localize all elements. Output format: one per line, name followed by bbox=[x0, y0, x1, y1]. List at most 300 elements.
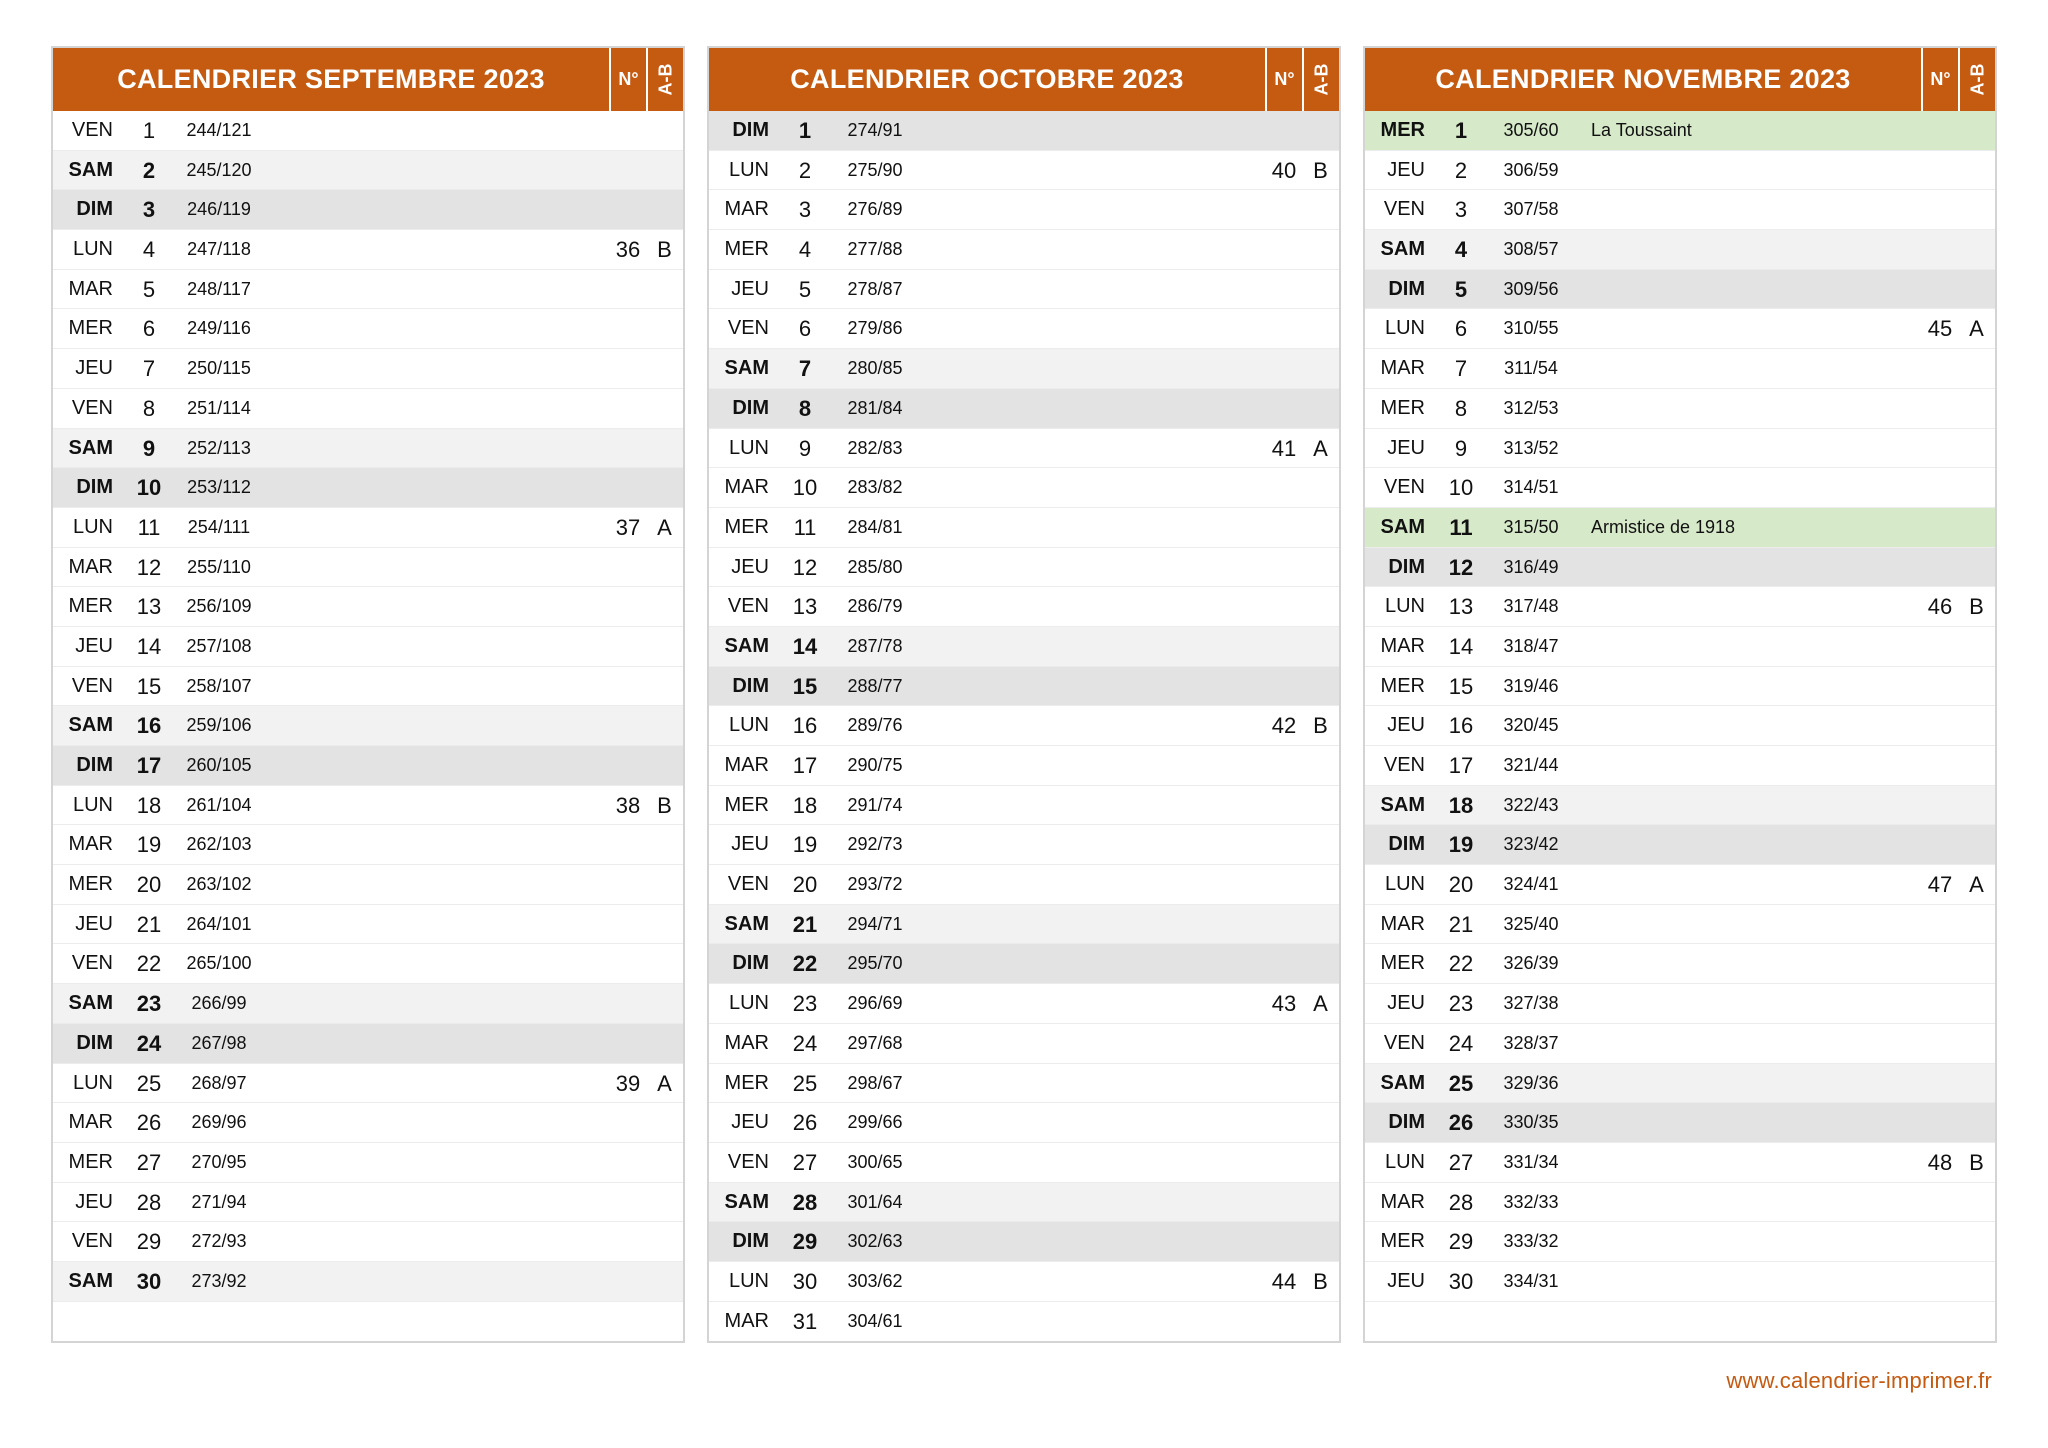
day-number: 1 bbox=[142, 118, 156, 143]
day-number: 14 bbox=[1448, 633, 1474, 659]
day-number: 22 bbox=[1448, 951, 1474, 977]
day-row bbox=[53, 429, 683, 469]
day-list bbox=[53, 111, 683, 1341]
day-name: MAR bbox=[724, 198, 769, 221]
day-name: SAM bbox=[724, 912, 769, 935]
day-name: SAM bbox=[724, 357, 769, 380]
day-name: MAR bbox=[68, 277, 113, 300]
day-name: DIM bbox=[732, 674, 769, 697]
day-of-year: 323/42 bbox=[1503, 834, 1559, 855]
day-number: 8 bbox=[142, 395, 156, 421]
day-of-year: 281/84 bbox=[847, 397, 903, 418]
day-row bbox=[709, 587, 1339, 627]
day-row bbox=[709, 786, 1339, 826]
day-number: 18 bbox=[792, 792, 818, 818]
day-name: MAR bbox=[68, 555, 113, 578]
day-of-year: 309/56 bbox=[1503, 278, 1559, 299]
day-name: DIM bbox=[76, 1031, 113, 1054]
day-of-year: 255/110 bbox=[187, 556, 251, 577]
day-name: MER bbox=[1380, 674, 1425, 697]
day-name: VEN bbox=[71, 119, 113, 141]
week-ab: A bbox=[1313, 991, 1328, 1017]
day-of-year: 249/116 bbox=[187, 318, 251, 339]
day-row bbox=[53, 270, 683, 310]
day-row bbox=[709, 548, 1339, 588]
day-of-year: 314/51 bbox=[1503, 477, 1559, 498]
day-name: SAM bbox=[1380, 515, 1425, 538]
day-of-year: 263/102 bbox=[186, 874, 252, 895]
day-row bbox=[53, 230, 683, 270]
day-of-year: 313/52 bbox=[1503, 437, 1559, 458]
day-row bbox=[53, 865, 683, 905]
day-row bbox=[1365, 548, 1995, 588]
day-of-year: 275/90 bbox=[847, 159, 903, 180]
day-of-year: 321/44 bbox=[1503, 755, 1559, 775]
day-number: 3 bbox=[142, 197, 156, 223]
day-of-year: 250/115 bbox=[187, 358, 251, 379]
empty-row bbox=[53, 1302, 683, 1342]
day-of-year: 298/67 bbox=[847, 1072, 903, 1093]
day-row bbox=[1365, 984, 1995, 1024]
day-number: 12 bbox=[1448, 554, 1474, 580]
day-of-year: 272/93 bbox=[191, 1231, 247, 1252]
day-name: LUN bbox=[728, 436, 769, 459]
day-name: LUN bbox=[728, 1269, 769, 1292]
day-of-year: 308/57 bbox=[1503, 239, 1559, 260]
day-of-year: 247/118 bbox=[187, 239, 251, 260]
day-number: 28 bbox=[1448, 1189, 1474, 1215]
day-of-year: 264/101 bbox=[186, 913, 252, 934]
day-of-year: 283/82 bbox=[847, 477, 903, 498]
day-number: 6 bbox=[1454, 316, 1468, 342]
day-name: VEN bbox=[727, 873, 769, 896]
day-number: 27 bbox=[792, 1149, 818, 1175]
day-number: 3 bbox=[1454, 197, 1468, 223]
day-name: LUN bbox=[728, 992, 769, 1015]
day-name: MER bbox=[1380, 952, 1425, 975]
week-ab: A bbox=[657, 514, 672, 540]
day-of-year: 279/86 bbox=[847, 318, 903, 339]
day-row bbox=[1365, 706, 1995, 746]
day-of-year: 304/61 bbox=[847, 1310, 903, 1331]
day-of-year: 251/114 bbox=[187, 397, 251, 418]
day-row bbox=[1365, 1143, 1995, 1183]
day-of-year: 282/83 bbox=[847, 437, 903, 458]
day-row bbox=[709, 1302, 1339, 1342]
day-number: 5 bbox=[142, 276, 156, 302]
day-number: 7 bbox=[1454, 356, 1468, 382]
day-row bbox=[709, 984, 1339, 1024]
day-name: VEN bbox=[1383, 198, 1425, 221]
day-of-year: 288/77 bbox=[847, 675, 903, 696]
day-name: LUN bbox=[72, 793, 113, 816]
day-of-year: 291/74 bbox=[847, 794, 903, 815]
day-row bbox=[1365, 1183, 1995, 1223]
day-number: 20 bbox=[1448, 872, 1474, 898]
week-ab: B bbox=[657, 792, 672, 818]
day-name: SAM bbox=[1380, 793, 1425, 816]
day-row bbox=[53, 389, 683, 429]
day-name: SAM bbox=[68, 714, 113, 737]
day-row bbox=[53, 1262, 683, 1302]
day-row bbox=[1365, 667, 1995, 707]
day-row bbox=[1365, 1103, 1995, 1143]
day-name: MAR bbox=[68, 833, 113, 856]
day-name: MER bbox=[1380, 1230, 1425, 1253]
day-number: 11 bbox=[137, 514, 161, 540]
day-name: MER bbox=[68, 595, 113, 618]
day-number: 13 bbox=[136, 594, 162, 620]
day-number: 2 bbox=[798, 157, 812, 183]
day-row bbox=[709, 627, 1339, 667]
week-ab: A bbox=[1313, 435, 1328, 461]
day-row bbox=[709, 468, 1339, 508]
week-ab-header: A-B bbox=[1311, 63, 1331, 96]
month-header bbox=[53, 48, 683, 111]
day-number: 29 bbox=[792, 1229, 818, 1255]
day-name: MAR bbox=[1380, 1190, 1425, 1213]
day-of-year: 315/50 bbox=[1503, 516, 1559, 537]
day-number: 28 bbox=[136, 1189, 162, 1215]
day-row bbox=[53, 825, 683, 865]
day-row bbox=[709, 429, 1339, 469]
day-of-year: 253/112 bbox=[187, 477, 251, 498]
month-header bbox=[1365, 48, 1995, 111]
day-row bbox=[709, 111, 1339, 151]
day-number: 2 bbox=[142, 157, 156, 183]
day-row bbox=[1365, 270, 1995, 310]
day-name: JEU bbox=[1387, 436, 1425, 459]
week-number: 42 bbox=[1271, 713, 1297, 739]
day-number: 7 bbox=[798, 356, 812, 382]
day-of-year: 254/111 bbox=[187, 516, 251, 537]
day-row bbox=[53, 944, 683, 984]
day-of-year: 311/54 bbox=[1504, 358, 1558, 379]
day-name: JEU bbox=[75, 1190, 113, 1213]
day-of-year: 261/104 bbox=[186, 794, 252, 815]
day-row bbox=[1365, 111, 1995, 151]
week-number: 38 bbox=[615, 792, 641, 818]
day-number: 5 bbox=[798, 276, 812, 302]
day-name: JEU bbox=[1387, 158, 1425, 181]
day-of-year: 310/55 bbox=[1503, 318, 1559, 339]
day-number: 9 bbox=[142, 435, 156, 461]
day-number: 22 bbox=[136, 951, 162, 977]
day-of-year: 287/78 bbox=[847, 635, 903, 656]
day-of-year: 256/109 bbox=[186, 596, 252, 617]
day-of-year: 286/79 bbox=[847, 596, 903, 617]
month-header bbox=[709, 48, 1339, 111]
day-name: MAR bbox=[1380, 634, 1425, 657]
day-name: SAM bbox=[1380, 1071, 1425, 1094]
day-row bbox=[1365, 468, 1995, 508]
day-name: DIM bbox=[1388, 1111, 1425, 1134]
day-number: 17 bbox=[1448, 753, 1474, 778]
day-number: 18 bbox=[1448, 792, 1474, 818]
day-number: 16 bbox=[1448, 713, 1474, 739]
day-row bbox=[709, 190, 1339, 230]
day-name: MAR bbox=[724, 476, 769, 499]
day-row bbox=[1365, 1222, 1995, 1262]
day-name: DIM bbox=[1388, 833, 1425, 856]
day-row bbox=[709, 1064, 1339, 1104]
day-name: JEU bbox=[1387, 992, 1425, 1015]
day-name: JEU bbox=[731, 277, 769, 300]
day-number: 25 bbox=[792, 1070, 818, 1096]
week-ab: A bbox=[1969, 872, 1984, 898]
day-number: 1 bbox=[1454, 118, 1468, 143]
day-name: VEN bbox=[727, 317, 769, 340]
day-name: LUN bbox=[728, 714, 769, 737]
day-row bbox=[1365, 190, 1995, 230]
day-row bbox=[709, 1262, 1339, 1302]
day-row bbox=[709, 825, 1339, 865]
day-number: 10 bbox=[792, 475, 818, 501]
day-row bbox=[709, 508, 1339, 548]
day-of-year: 246/119 bbox=[187, 199, 251, 220]
day-number: 8 bbox=[1454, 395, 1468, 421]
month-title: CALENDRIER SEPTEMBRE 2023 bbox=[53, 48, 611, 111]
day-row bbox=[1365, 944, 1995, 984]
day-of-year: 306/59 bbox=[1503, 159, 1559, 180]
day-number: 17 bbox=[792, 753, 818, 778]
day-name: SAM bbox=[724, 634, 769, 657]
day-row bbox=[1365, 508, 1995, 548]
day-number: 15 bbox=[136, 673, 162, 699]
day-number: 1 bbox=[798, 118, 812, 143]
day-name: MER bbox=[1380, 119, 1425, 141]
day-number: 6 bbox=[798, 316, 812, 342]
day-number: 26 bbox=[136, 1110, 162, 1136]
day-name: VEN bbox=[71, 952, 113, 975]
day-name: JEU bbox=[731, 555, 769, 578]
day-row bbox=[709, 706, 1339, 746]
day-name: SAM bbox=[68, 158, 113, 181]
day-row bbox=[53, 548, 683, 588]
day-of-year: 299/66 bbox=[847, 1112, 903, 1133]
day-number: 30 bbox=[792, 1268, 818, 1294]
day-number: 12 bbox=[792, 554, 818, 580]
day-row bbox=[1365, 309, 1995, 349]
day-number: 29 bbox=[1448, 1229, 1474, 1255]
day-of-year: 285/80 bbox=[847, 556, 903, 577]
day-name: MAR bbox=[724, 754, 769, 776]
day-row bbox=[1365, 230, 1995, 270]
website-link[interactable]: www.calendrier-imprimer.fr bbox=[1726, 1368, 1992, 1393]
day-name: MER bbox=[724, 515, 769, 538]
day-name: SAM bbox=[1380, 238, 1425, 261]
day-of-year: 332/33 bbox=[1503, 1191, 1559, 1212]
day-name: DIM bbox=[76, 198, 113, 221]
day-row bbox=[1365, 825, 1995, 865]
day-number: 4 bbox=[1454, 237, 1468, 263]
day-name: MAR bbox=[724, 1309, 769, 1332]
day-row bbox=[1365, 905, 1995, 945]
day-of-year: 294/71 bbox=[847, 913, 903, 934]
week-ab: B bbox=[657, 237, 672, 263]
day-row bbox=[1365, 865, 1995, 905]
day-row bbox=[53, 706, 683, 746]
day-of-year: 271/94 bbox=[191, 1191, 247, 1212]
day-name: LUN bbox=[1384, 1150, 1425, 1173]
day-name: JEU bbox=[1387, 1269, 1425, 1292]
day-number: 20 bbox=[792, 872, 818, 898]
month-panel-september bbox=[51, 46, 685, 1343]
day-number: 10 bbox=[136, 475, 162, 501]
week-ab-header: A-B bbox=[655, 63, 675, 96]
day-of-year: 302/63 bbox=[847, 1231, 903, 1252]
day-of-year: 331/34 bbox=[1503, 1151, 1559, 1172]
day-row bbox=[53, 1064, 683, 1104]
day-name: LUN bbox=[1384, 595, 1425, 618]
day-number: 13 bbox=[1448, 594, 1474, 620]
day-number: 22 bbox=[792, 951, 818, 977]
week-ab: B bbox=[1313, 157, 1328, 183]
day-row bbox=[709, 905, 1339, 945]
day-name: SAM bbox=[68, 1269, 113, 1292]
day-row bbox=[53, 309, 683, 349]
week-number: 47 bbox=[1927, 872, 1953, 898]
day-number: 9 bbox=[1454, 435, 1468, 461]
empty-row bbox=[1365, 1302, 1995, 1342]
month-panel-november bbox=[1363, 46, 1997, 1343]
day-row bbox=[709, 230, 1339, 270]
day-of-year: 258/107 bbox=[186, 675, 252, 696]
day-row bbox=[1365, 1262, 1995, 1302]
day-number: 21 bbox=[136, 911, 162, 937]
day-name: MER bbox=[724, 1071, 769, 1094]
day-name: MER bbox=[1380, 396, 1425, 419]
day-row bbox=[1365, 389, 1995, 429]
day-row bbox=[1365, 151, 1995, 191]
day-of-year: 265/100 bbox=[186, 953, 252, 974]
day-row bbox=[1365, 746, 1995, 786]
day-row bbox=[709, 1143, 1339, 1183]
day-of-year: 300/65 bbox=[847, 1151, 903, 1172]
day-row bbox=[53, 984, 683, 1024]
week-number-header: N° bbox=[611, 48, 648, 111]
day-number: 23 bbox=[1448, 991, 1474, 1017]
day-of-year: 244/121 bbox=[186, 120, 252, 140]
day-name: LUN bbox=[728, 158, 769, 181]
day-row bbox=[1365, 1064, 1995, 1104]
day-of-year: 267/98 bbox=[191, 1032, 247, 1053]
day-of-year: 324/41 bbox=[1503, 874, 1559, 895]
day-row bbox=[709, 1024, 1339, 1064]
day-name: JEU bbox=[731, 833, 769, 856]
day-of-year: 290/75 bbox=[847, 755, 903, 775]
day-row bbox=[53, 1143, 683, 1183]
day-of-year: 327/38 bbox=[1503, 993, 1559, 1014]
day-number: 15 bbox=[1448, 673, 1474, 699]
day-name: VEN bbox=[1383, 1031, 1425, 1054]
day-of-year: 280/85 bbox=[847, 358, 903, 379]
day-of-year: 325/40 bbox=[1503, 913, 1559, 934]
day-number: 25 bbox=[136, 1070, 162, 1096]
holiday-name: La Toussaint bbox=[1591, 120, 1692, 140]
day-row bbox=[1365, 786, 1995, 826]
week-number: 44 bbox=[1271, 1268, 1297, 1294]
day-name: VEN bbox=[71, 396, 113, 419]
day-row bbox=[53, 1222, 683, 1262]
day-of-year: 252/113 bbox=[187, 437, 251, 458]
day-of-year: 334/31 bbox=[1503, 1270, 1559, 1291]
day-of-year: 277/88 bbox=[847, 239, 903, 260]
day-name: MAR bbox=[1380, 912, 1425, 935]
day-name: JEU bbox=[1387, 714, 1425, 737]
day-number: 28 bbox=[792, 1189, 818, 1215]
day-of-year: 260/105 bbox=[186, 755, 252, 775]
day-number: 19 bbox=[1448, 832, 1474, 858]
day-number: 30 bbox=[136, 1268, 162, 1294]
holiday-name: Armistice de 1918 bbox=[1591, 516, 1736, 537]
day-row bbox=[53, 111, 683, 151]
day-list bbox=[709, 111, 1339, 1341]
week-number: 46 bbox=[1927, 594, 1953, 620]
day-number: 13 bbox=[792, 594, 818, 620]
day-name: JEU bbox=[731, 1111, 769, 1134]
day-number: 21 bbox=[1448, 911, 1474, 937]
day-name: JEU bbox=[75, 912, 113, 935]
day-number: 31 bbox=[792, 1308, 818, 1334]
day-number: 5 bbox=[1454, 276, 1468, 302]
day-name: DIM bbox=[732, 1230, 769, 1253]
day-number: 27 bbox=[136, 1149, 162, 1175]
day-of-year: 303/62 bbox=[847, 1270, 903, 1291]
day-number: 26 bbox=[792, 1110, 818, 1136]
day-name: MAR bbox=[1380, 357, 1425, 380]
month-title: CALENDRIER NOVEMBRE 2023 bbox=[1365, 48, 1923, 111]
day-number: 16 bbox=[792, 713, 818, 739]
day-of-year: 295/70 bbox=[847, 953, 903, 974]
day-of-year: 316/49 bbox=[1503, 556, 1559, 577]
day-of-year: 292/73 bbox=[847, 834, 903, 855]
day-row bbox=[1365, 1024, 1995, 1064]
day-row bbox=[1365, 587, 1995, 627]
day-of-year: 245/120 bbox=[186, 159, 252, 180]
day-name: DIM bbox=[1388, 555, 1425, 578]
day-number: 2 bbox=[1454, 157, 1468, 183]
day-of-year: 333/32 bbox=[1503, 1231, 1559, 1252]
day-row bbox=[709, 151, 1339, 191]
day-name: DIM bbox=[732, 396, 769, 419]
week-number: 36 bbox=[615, 237, 641, 263]
day-number: 14 bbox=[792, 633, 818, 659]
day-name: LUN bbox=[72, 1071, 113, 1094]
week-ab: B bbox=[1969, 1149, 1984, 1175]
day-name: VEN bbox=[1383, 754, 1425, 776]
day-number: 27 bbox=[1448, 1149, 1474, 1175]
day-of-year: 273/92 bbox=[191, 1270, 247, 1291]
day-row bbox=[53, 1024, 683, 1064]
day-name: MAR bbox=[68, 1111, 113, 1134]
day-name: LUN bbox=[1384, 873, 1425, 896]
day-row bbox=[53, 905, 683, 945]
day-name: DIM bbox=[1388, 277, 1425, 300]
day-of-year: 293/72 bbox=[847, 874, 903, 895]
day-row bbox=[53, 786, 683, 826]
day-of-year: 297/68 bbox=[847, 1032, 903, 1053]
day-row bbox=[53, 508, 683, 548]
day-row bbox=[709, 865, 1339, 905]
day-of-year: 262/103 bbox=[186, 834, 252, 855]
day-number: 10 bbox=[1448, 475, 1474, 501]
day-number: 20 bbox=[136, 872, 162, 898]
day-row bbox=[1365, 349, 1995, 389]
day-of-year: 320/45 bbox=[1503, 715, 1559, 736]
day-number: 4 bbox=[142, 237, 156, 263]
day-number: 6 bbox=[142, 316, 156, 342]
